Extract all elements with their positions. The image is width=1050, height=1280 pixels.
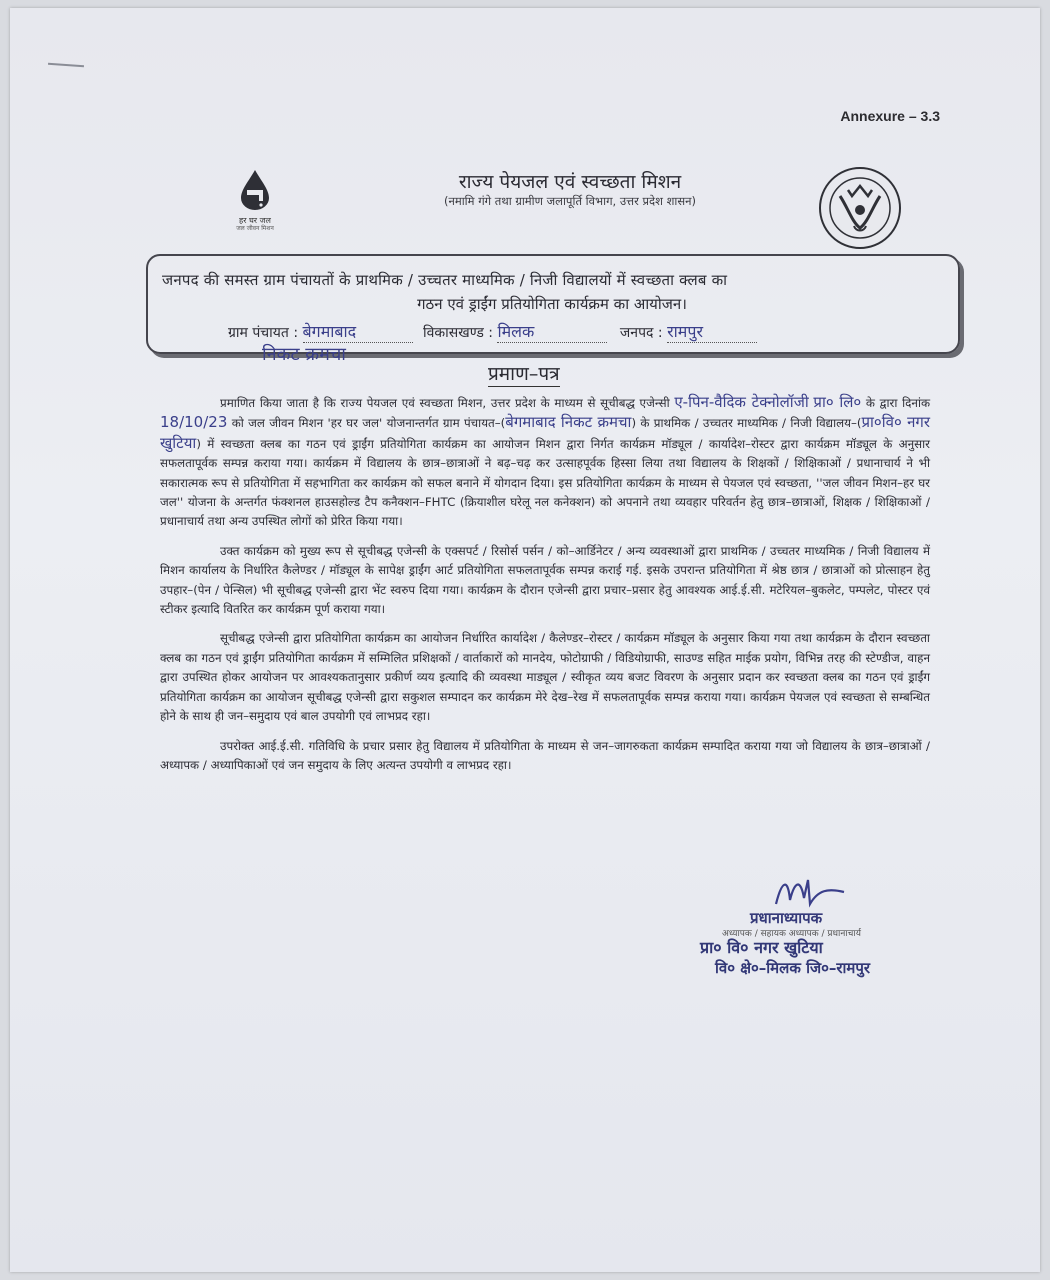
logo-caption-1: हर घर जल	[239, 216, 271, 225]
handwritten-panchayat: बेगमाबाद निकट क्रमचा	[505, 413, 632, 432]
mission-title: राज्य पेयजल एवं स्वच्छता मिशन	[458, 171, 682, 193]
gram-panchayat-value: बेगमाबाद	[303, 320, 413, 343]
handwritten-school: प्रा०वि० नगर खुटिया	[160, 413, 931, 452]
handwritten-nikat-kramcha: निकट क्रमचा	[262, 344, 346, 365]
paragraph-2: उक्त कार्यक्रम को मुख्य रूप से सूचीबद्ध एजेन्सी के एक्सपर्ट / रिसोर्स पर्सन / को–आर्डिनेटर / अन्य व्यवस्थाओं द्वारा प्राथमिक / उच्चतर माध्यमिक / निजी विद्यालय में मिशन कार्यालय के निर्धारित कैलेण्डर / मॉड्यूल के सापेक्ष ड्राईंग आर्ट प्रतियोगिता सफलतापूर्वक सम्पन्न कराई गई. इसके उपरान्त प्रतियोगिता में श्रेष्ठ छात्र / छात्राओं को प्रोत्साहन हेतु उपहार–(पेन / पेन्सिल) भी सूचीबद्ध एजेन्सी द्वारा भेंट स्वरुप दिया गया। कार्यक्रम के दौरान एजेन्सी द्वारा प्रचार–प्रसार हेतु आवश्यक आई.ई.सी. मटेरियल–बुकलेट, पम्पलेट, पोस्टर एवं स्टीकर इत्यादि वितरित कर कार्यक्रम पूर्ण कराया गया।	[160, 543, 930, 617]
water-drop-tap-icon	[232, 168, 278, 212]
p1-part-e: ) में स्वच्छता क्लब का गठन एवं ड्राईंग प्रतियोगिता कार्यक्रम का आयोजन मिशन द्वारा निर्गत कार्यक्रम मॉड्यूल / कार्यादेश–रोस्टर द्वारा कार्यक्रम मॉड्यूल के अनुसार सफलतापूर्वक सम्पन्न कराया गया। कार्यक्रम में विद्यालय के छात्र–छात्राओं ने बढ़–चढ़ कर उत्साहपूर्वक हिस्सा लिया तथा विद्यालय के शिक्षकों / शिक्षिकाओं / प्रधानाचार्य ने भी सकारात्मक रूप से प्रतियोगिता में सहभागिता कर कार्यक्रम को सफल बनाने में योगदान दिया। इस प्रतियोगिता कार्यक्रम के माध्यम से पेयजल एवं स्वच्छता, ''जल जीवन मिशन–हर घर जल'' योजना के अन्तर्गत फंक्शनल हाउसहोल्ड टैप कनैक्शन–FHTC (क्रियाशील घरेलू नल कनेक्शन) को अपनाने तथा व्यवहार परिवर्तन हेतु छात्र–छात्राओं, शिक्षक / शिक्षिकाओं / प्रधानाचार्य तथा अन्य उपस्थित लोगों को प्रेरित किया गया।	[160, 436, 930, 529]
subject-line-2: गठन एवं ड्राईंग प्रतियोगिता कार्यक्रम का आयोजन।	[417, 295, 687, 313]
jal-jeevan-logo	[225, 168, 285, 232]
handwritten-pra-li: प्रा० लि०	[813, 393, 862, 411]
paragraph-4: उपरोक्त आई.ई.सी. गतिविधि के प्रचार प्रसार हेतु विद्यालय में प्रतियोगिता के माध्यम से जन–जागरुकता कार्यक्रम सम्पादित कराया गया जो विद्यालय के छात्र–छात्राओं / अध्यापक / अध्यापिकाओं एवं जन समुदाय के लिए अत्यन्त उपयोगी व लाभप्रद रहा।	[160, 738, 930, 772]
signatory-options: अध्यापक / सहायक अध्यापक / प्रधानाचार्य	[722, 929, 861, 939]
certificate-body	[160, 393, 930, 785]
handwritten-date: 18/10/23	[160, 413, 228, 432]
janpad-value: रामपुर	[667, 320, 757, 343]
p1-part-d: ) के प्राथमिक / उच्चतर माध्यमिक / निजी विद्यालय–(	[631, 416, 862, 431]
vikaskhand-value: मिलक	[497, 320, 607, 343]
signatory-role: प्रधानाध्यापक	[750, 909, 823, 927]
subject-box	[146, 254, 960, 354]
pen-mark	[48, 63, 84, 68]
location-fields	[228, 320, 757, 343]
gram-panchayat-label: ग्राम पंचायत :	[228, 325, 299, 341]
p1-part-c: को जल जीवन मिशन 'हर घर जल' योजनान्तर्गत ग्राम पंचायत–(	[231, 416, 506, 431]
vikaskhand-label: विकासखण्ड :	[423, 325, 494, 341]
mission-subtitle: (नमामि गंगे तथा ग्रामीण जलापूर्ति विभाग, उत्तर प्रदेश शासन)	[443, 194, 697, 208]
paragraph-3: सूचीबद्ध एजेन्सी द्वारा प्रतियोगिता कार्यक्रम का आयोजन निर्धारित कार्यादेश / कैलेण्डर–रोस्टर / कार्यक्रम मॉड्यूल के अनुसार किया गया तथा कार्यक्रम के दौरान स्वच्छता क्लब का गठन एवं ड्राईंग प्रतियोगिता कार्यक्रम में सम्मिलित प्रशिक्षकों / वार्ताकारों को मानदेय, फोटोग्राफी / विडियोग्राफी, साउण्ड सहित माईक प्रयोग, विभिन्न तरह की स्टेण्डीज, वाहन द्वारा उपस्थित होकर आयोजन पर आवश्यकतानुसार प्रकीर्ण व्यय इत्यादि की व्यवस्था माड्यूल / स्वीकृत व्यय बजट विवरण के अनुसार प्रदान कर स्वच्छता क्लब का गठन एवं ड्राईंग प्रतियोगिता कार्यक्रम का आयोजन सूचीबद्ध एजेन्सी द्वारा सकुशल सम्पादन कर कार्यक्रम मेरे देख–रेख में सफलतापूर्वक सम्पन्न कराया गया। कार्यक्रम पेयजल एवं स्वच्छता से सम्बन्धित होने के साथ ही जन–समुदाय एवं बाल उपयोगी एवं लाभप्रद रहा।	[160, 631, 930, 724]
handwritten-agency: ए-पिन-वैदिक टेक्नोलॉजी	[674, 393, 809, 411]
logo-caption-2: जल जीवन मिशन	[236, 225, 274, 232]
stamp-line-2: वि० क्षे०–मिलक जि०–रामपुर	[715, 959, 871, 977]
p1-part-a: प्रमाणित किया जाता है कि राज्य पेयजल एवं स्वच्छता मिशन, उत्तर प्रदेश के माध्यम से सूचीबद्ध एजेन्सी	[220, 396, 670, 410]
document-page	[10, 8, 1040, 1272]
p1-part-b: के द्वारा दिनांक	[865, 396, 931, 410]
janpad-label: जनपद :	[619, 325, 663, 341]
paragraph-1	[160, 393, 930, 532]
subject-line-1: जनपद की समस्त ग्राम पंचायतों के प्राथमिक / उच्चतर माध्यमिक / निजी विद्यालयों में स्वच्छता क्लब का	[162, 271, 728, 289]
annexure-label: Annexure – 3.3	[840, 108, 940, 124]
certificate-title: प्रमाण–पत्र	[488, 360, 560, 387]
uttar-pradesh-emblem-icon	[818, 166, 902, 250]
stamp-line-1: प्रा० वि० नगर खुटिया	[700, 938, 823, 957]
